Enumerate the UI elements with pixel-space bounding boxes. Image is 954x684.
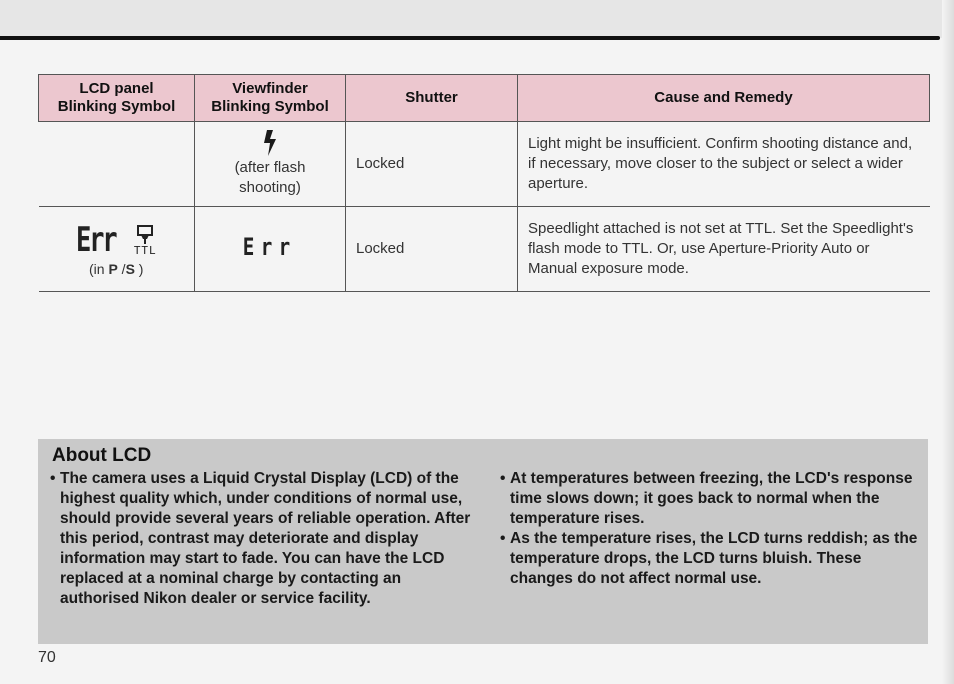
header-lcd-panel — [39, 75, 195, 122]
exposure-mode-note — [49, 259, 185, 279]
header-text: Cause and Remedy — [654, 89, 793, 106]
speedlight-icon — [135, 225, 155, 245]
header-text: Blinking Symbol — [211, 98, 329, 115]
remedy-cell: Speedlight attached is not set at TTL. Set the Speedlight's flash mode to TTL. Or, use Aperture-Priority Auto or Manual exposure mode. — [518, 207, 930, 292]
table-row — [39, 207, 930, 292]
mode-note-text: ) — [134, 261, 144, 277]
about-lcd-title: About LCD — [52, 445, 152, 466]
header-viewfinder — [195, 75, 346, 122]
list-item: • The camera uses a Liquid Crystal Display (LCD) of the highest quality which, under conditions of normal use, should provide several years of reliable operation. After this period, contrast may deteriorate and display information may start to fade. You can have the LCD replaced at a nominal charge by contacting an authorised Nikon dealer or service facility. — [50, 469, 480, 609]
viewfinder-err-display: Err — [243, 233, 297, 261]
top-rule — [0, 36, 940, 40]
lcd-symbol-cell — [39, 207, 195, 292]
table-row — [39, 122, 930, 207]
mode-note-text: / — [117, 261, 126, 277]
shutter-cell: Locked — [346, 122, 518, 207]
shutter-cell: Locked — [346, 207, 518, 292]
remedy-cell: Light might be insufficient. Confirm shooting distance and, if necessary, move closer to the subject or select a wider aperture. — [518, 122, 930, 207]
page-edge-shadow — [942, 0, 954, 684]
viewfinder-note: (after flash — [234, 159, 306, 176]
header-text: Viewfinder — [232, 80, 308, 97]
ttl-flash-indicator — [134, 225, 157, 257]
flash-bolt-icon — [263, 130, 277, 156]
ttl-label: TTL — [133, 244, 157, 257]
header-shutter — [346, 75, 518, 122]
warning-table — [38, 74, 930, 292]
table-header-row — [39, 75, 930, 122]
about-left-list — [50, 469, 480, 609]
header-cause-remedy — [518, 75, 930, 122]
viewfinder-symbol-cell — [195, 122, 346, 207]
header-text: Blinking Symbol — [57, 98, 176, 115]
lcd-err-display — [75, 220, 157, 260]
mode-note-text: (in — [89, 261, 109, 277]
mode-s: S — [125, 261, 135, 277]
header-text: Shutter — [405, 89, 458, 106]
viewfinder-note: shooting) — [239, 179, 301, 196]
header-text: LCD panel — [79, 80, 154, 97]
mode-p: P — [108, 261, 118, 277]
lcd-err-text: Err — [75, 220, 116, 260]
viewfinder-symbol-cell — [195, 207, 346, 292]
page-number: 70 — [38, 649, 56, 666]
about-right-list — [500, 469, 920, 589]
top-band — [0, 0, 954, 38]
list-item: • As the temperature rises, the LCD turns reddish; as the temperature drops, the LCD turns bluish. These changes do not affect normal use. — [500, 529, 920, 589]
lcd-symbol-cell — [39, 122, 195, 207]
list-item: • At temperatures between freezing, the LCD's response time slows down; it goes back to normal when the temperature rises. — [500, 469, 920, 529]
about-lcd-box — [38, 439, 928, 644]
